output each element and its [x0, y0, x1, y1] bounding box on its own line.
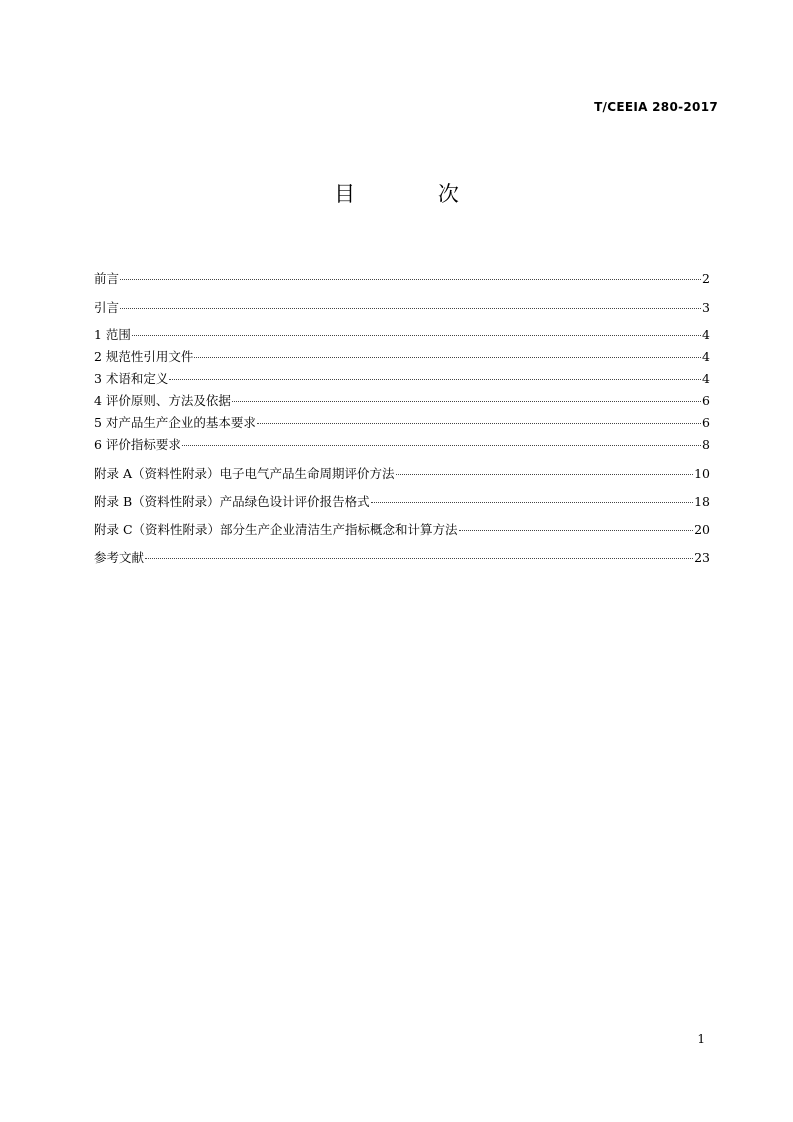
toc-dot-leader — [194, 357, 701, 358]
toc-entry-page: 6 — [702, 415, 710, 430]
page-number: 1 — [697, 1032, 705, 1046]
toc-entry-label: 2 规范性引用文件 — [94, 349, 194, 364]
toc-entry-page: 23 — [694, 550, 710, 565]
toc-entry-page: 4 — [702, 349, 710, 364]
toc-dot-leader — [396, 474, 694, 475]
toc-entry-evaluation-principles[interactable] — [94, 391, 710, 409]
toc-entry-evaluation-indicators[interactable] — [94, 435, 710, 453]
toc-entry-page: 10 — [694, 466, 710, 481]
toc-entry-label: 附录 B（资料性附录）产品绿色设计评价报告格式 — [94, 494, 370, 509]
toc-entry-label: 1 范围 — [94, 327, 131, 342]
page-title: 目 次 — [334, 182, 497, 206]
toc-entry-page: 6 — [702, 393, 710, 408]
toc-entry-normative-references[interactable] — [94, 347, 710, 365]
toc-entry-label: 3 术语和定义 — [94, 371, 169, 386]
toc-entry-foreword[interactable] — [94, 269, 710, 287]
toc-entry-label: 附录 A（资料性附录）电子电气产品生命周期评价方法 — [94, 466, 395, 481]
toc-dot-leader — [120, 308, 701, 309]
toc-entry-page: 20 — [694, 522, 710, 537]
table-of-contents — [94, 269, 710, 566]
toc-dot-leader — [120, 279, 701, 280]
toc-entry-label: 前言 — [94, 271, 120, 286]
toc-dot-leader — [169, 379, 701, 380]
toc-entry-annex-c[interactable] — [94, 520, 710, 538]
toc-entry-label: 5 对产品生产企业的基本要求 — [94, 415, 256, 430]
toc-entry-bibliography[interactable] — [94, 548, 710, 566]
toc-dot-leader — [459, 530, 694, 531]
toc-dot-leader — [257, 423, 701, 424]
toc-dot-leader — [371, 502, 693, 503]
toc-entry-page: 3 — [702, 300, 710, 315]
toc-entry-label: 参考文献 — [94, 550, 145, 565]
toc-entry-label: 6 评价指标要求 — [94, 437, 181, 452]
toc-entry-label: 引言 — [94, 300, 120, 315]
toc-entry-page: 8 — [702, 437, 710, 452]
toc-dot-leader — [182, 445, 701, 446]
toc-dot-leader — [145, 558, 693, 559]
toc-entry-page: 2 — [702, 271, 710, 286]
toc-entry-terms-definitions[interactable] — [94, 369, 710, 387]
toc-entry-annex-a[interactable] — [94, 464, 710, 482]
toc-entry-label: 4 评价原则、方法及依据 — [94, 393, 231, 408]
toc-entry-introduction[interactable] — [94, 298, 710, 316]
toc-entry-page: 4 — [702, 371, 710, 386]
toc-entry-scope[interactable] — [94, 325, 710, 343]
toc-entry-page: 18 — [694, 494, 710, 509]
toc-entry-basic-requirements[interactable] — [94, 413, 710, 431]
toc-entry-annex-b[interactable] — [94, 492, 710, 510]
toc-entry-page: 4 — [702, 327, 710, 342]
toc-dot-leader — [232, 401, 701, 402]
toc-dot-leader — [132, 335, 701, 336]
standard-number: T/CEEIA 280-2017 — [594, 100, 718, 114]
toc-entry-label: 附录 C（资料性附录）部分生产企业清洁生产指标概念和计算方法 — [94, 522, 458, 537]
